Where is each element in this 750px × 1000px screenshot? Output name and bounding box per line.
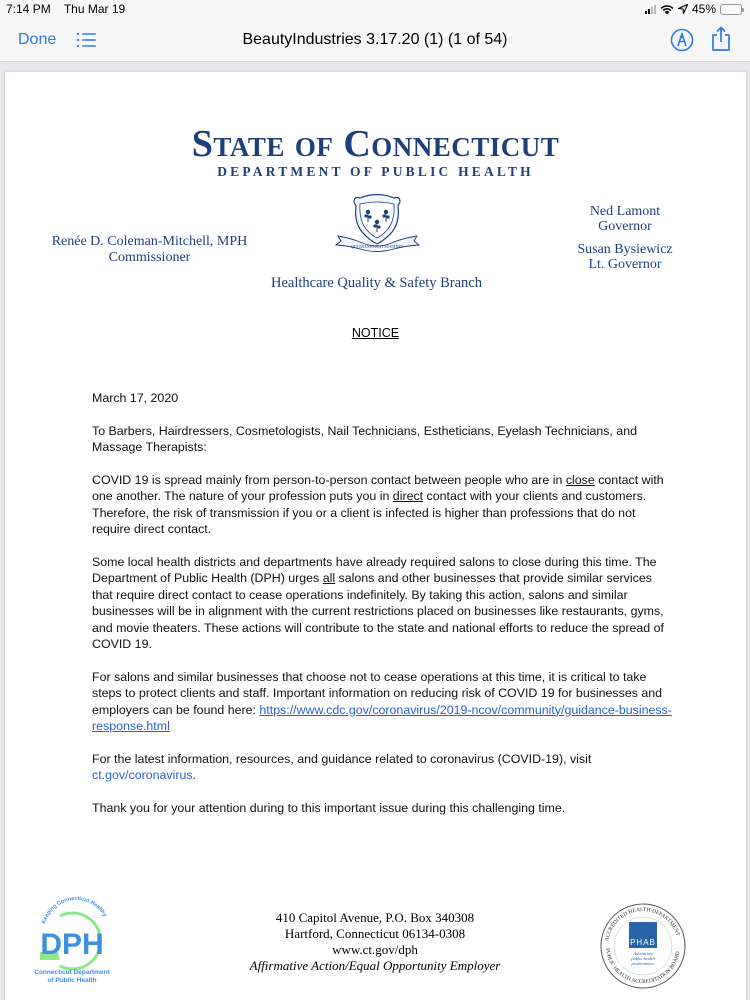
letterhead-header <box>5 124 746 180</box>
svg-text:public health: public health <box>631 956 655 961</box>
eeo-statement: Affirmative Action/Equal Opportunity Employer <box>249 958 501 973</box>
address-line-1: 410 Capitol Avenue, P.O. Box 340308 <box>275 910 475 925</box>
footer-address <box>205 910 545 974</box>
done-button[interactable]: Done <box>18 31 57 48</box>
svg-text:Advancing: Advancing <box>633 951 653 956</box>
phab-letters: PHAB <box>630 938 656 947</box>
document-title: BeautyIndustries 3.17.20 (1) (1 of 54) <box>242 31 508 48</box>
letter-body <box>92 390 672 833</box>
dph-name-line2: of Public Health <box>47 977 97 984</box>
location-arrow-icon <box>678 4 688 14</box>
dph-name-line1: Connecticut Department <box>34 969 110 976</box>
share-icon[interactable] <box>710 26 732 52</box>
paragraph-3: For salons and similar businesses that choose not to cease operations at this time, it is critical to take steps to protect clients and staff. Important information on reducing risk of COVID 19 for businesses and employers can be found here: https://www.cdc.gov/coronavirus/2019-ncov/community/guidance-business-response.html <box>92 669 672 734</box>
lt-governor-title: Lt. Governor <box>588 257 662 272</box>
dph-tagline: Keeping Connecticut Healthy <box>41 895 108 925</box>
svg-text:performance: performance <box>631 961 655 966</box>
phab-ring-top: ACCREDITED HEALTH DEPARTMENT <box>604 906 681 942</box>
governor-name: Ned Lamont <box>589 204 661 219</box>
notice-heading: NOTICE <box>351 326 400 340</box>
phab-ring-bottom: PUBLIC HEALTH ACCREDITATION BOARD <box>604 947 682 986</box>
pdf-page <box>5 72 746 1000</box>
status-time: 7:14 PM <box>6 2 51 16</box>
connecticut-seal-icon <box>330 192 425 254</box>
letter-date: March 17, 2020 <box>92 391 179 405</box>
paragraph-1: COVID 19 is spread mainly from person-to-person contact between people who are in close contact with one another. The nature of your profession puts you in direct contact with your clients and customers. Therefore, the risk of transmission if you or a client is infected is higher than professions that do not require direct contact. <box>92 473 664 537</box>
state-title: State of Connecticut <box>191 123 560 165</box>
paragraph-2: Some local health districts and departments have already required salons to close during this time. The Department of Public Health (DPH) urges all salons and other businesses that provide similar services that require direct contact to cease operations indefinitely. By taking this action, salons and similar businesses will be in alignment with the current restrictions placed on businesses like restaurants, gyms, and movie theaters. These actions will contribute to the state and national efforts to reduce the spread of COVID 19. <box>92 555 664 652</box>
ct-coronavirus-link[interactable]: ct.gov/coronavirus <box>92 768 193 783</box>
closing-paragraph: Thank you for your attention during to this important issue during this challenging time. <box>92 801 566 816</box>
commissioner-block <box>47 234 252 266</box>
cellular-signal-icon <box>645 4 656 14</box>
wifi-icon <box>660 4 674 15</box>
status-date: Thu Mar 19 <box>63 2 126 16</box>
battery-icon <box>720 4 742 15</box>
emphasis-close: close <box>565 473 595 487</box>
salutation: To Barbers, Hairdressers, Cosmetologists, Nail Technicians, Estheticians, Eyelash Technicians, and Massage Therapists: <box>92 423 637 455</box>
emphasis-direct: direct <box>392 489 424 504</box>
address-line-2: Hartford, Connecticut 06134-0308 <box>284 926 466 941</box>
battery-percent: 45% <box>691 2 716 16</box>
cdc-guidance-link[interactable]: https://www.cdc.gov/coronavirus/2019-ncov/community/guidance-business-response.html <box>92 702 672 734</box>
seal-motto: QUI TRANSTULIT SUSTINET <box>350 244 404 249</box>
markup-pen-icon[interactable] <box>670 28 694 52</box>
commissioner-name: Renée D. Coleman-Mitchell, MPH <box>51 234 248 249</box>
commissioner-title: Commissioner <box>108 250 191 265</box>
footer-website: www.ct.gov/dph <box>332 942 418 957</box>
status-bar <box>0 0 750 20</box>
lt-governor-name: Susan Bysiewicz <box>577 242 673 257</box>
governor-title: Governor <box>598 219 652 234</box>
governor-block <box>560 204 690 272</box>
svg-text:Keeping Connecticut Healthy <box>41 896 108 925</box>
phab-accreditation-seal-icon <box>598 902 688 990</box>
paragraph-4: For the latest information, resources, and guidance related to coronavirus (COVID-19), visit ct.gov/coronavirus. <box>92 751 592 783</box>
dph-letters: DPH <box>40 928 104 961</box>
dph-logo-icon <box>30 894 120 986</box>
emphasis-all: all <box>322 571 336 586</box>
navigation-bar <box>0 20 750 62</box>
branch-name: Healthcare Quality & Safety Branch <box>271 275 482 291</box>
department-subtitle: DEPARTMENT OF PUBLIC HEALTH <box>217 164 534 179</box>
